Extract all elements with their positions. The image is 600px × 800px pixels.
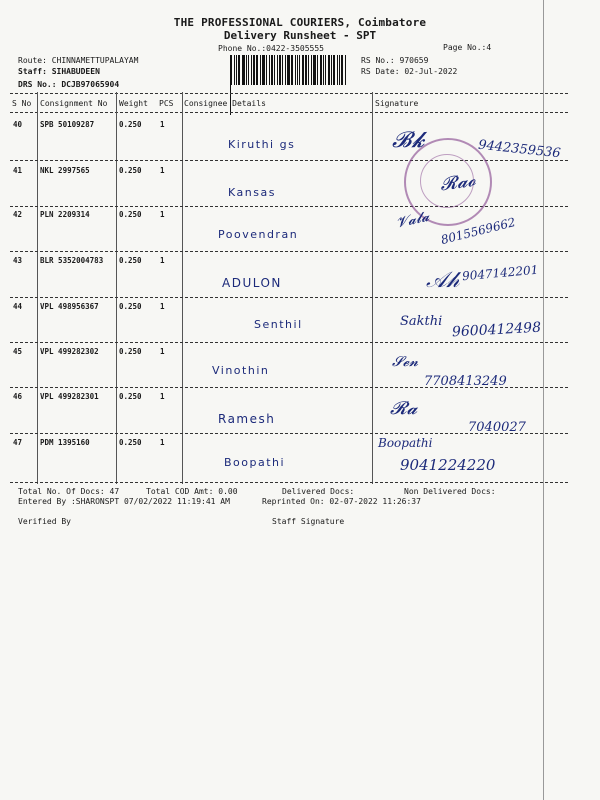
row-pcs: 1 <box>160 256 165 265</box>
signature-phone: 9442359536 <box>477 137 562 162</box>
total-docs: Total No. Of Docs: 47 <box>18 487 120 496</box>
page-number: Page No.:4 <box>443 43 492 52</box>
row-sno: 41 <box>13 166 23 175</box>
phone-number: Phone No.:0422-3505555 <box>218 44 324 53</box>
rs-date: RS Date: 02-Jul-2022 <box>361 67 458 76</box>
row-sno: 45 <box>13 347 23 356</box>
row-weight: 0.250 <box>119 438 142 447</box>
col-sno: S No <box>12 99 32 108</box>
col-consignment: Consignment No <box>40 99 108 108</box>
row-sno: 46 <box>13 392 23 401</box>
row-consignment: NKL 2997565 <box>40 166 90 175</box>
signature-scribble: 𝓡𝓪 <box>390 398 418 419</box>
row-weight: 0.250 <box>119 120 142 129</box>
row-rule <box>10 297 568 298</box>
row-pcs: 1 <box>160 347 165 356</box>
col-signature: Signature <box>375 99 419 108</box>
table-bottom-rule <box>10 482 568 483</box>
header-bottom-rule <box>10 112 568 113</box>
signature-phone: 7040027 <box>468 420 526 435</box>
consignee-handwriting: Senthil <box>254 318 303 331</box>
signature-phone: 8015569662 <box>439 214 517 248</box>
table-row <box>0 347 600 391</box>
signature-scribble: 𝓡𝓪𝓸 <box>438 169 478 196</box>
signature-name: Boopathi <box>378 436 433 450</box>
barcode-icon <box>230 55 348 85</box>
row-pcs: 1 <box>160 120 165 129</box>
row-sno: 43 <box>13 256 23 265</box>
col-weight: Weight <box>119 99 148 108</box>
row-weight: 0.250 <box>119 166 142 175</box>
row-weight: 0.250 <box>119 210 142 219</box>
consignee-handwriting: Ramesh <box>218 412 276 426</box>
row-weight: 0.250 <box>119 347 142 356</box>
staff-label: Staff: SIHABUDEEN <box>18 67 100 76</box>
delivered-docs: Delivered Docs: <box>282 487 355 496</box>
row-pcs: 1 <box>160 302 165 311</box>
signature-scribble: 𝓥𝓪𝓵𝓪 <box>394 208 431 232</box>
row-consignment: PDM 1395160 <box>40 438 90 447</box>
row-pcs: 1 <box>160 438 165 447</box>
consignee-handwriting: Poovendran <box>218 228 299 241</box>
row-sno: 44 <box>13 302 23 311</box>
row-sno: 42 <box>13 210 23 219</box>
row-consignment: VPL 499282302 <box>40 347 99 356</box>
row-consignment: BLR 5352004783 <box>40 256 104 265</box>
row-sno: 47 <box>13 438 23 447</box>
signature-scribble: 𝓑𝓴 <box>392 128 425 153</box>
company-title: THE PROFESSIONAL COURIERS, Coimbatore <box>173 16 427 29</box>
signature-phone: 9600412498 <box>451 319 542 341</box>
staff-signature: Staff Signature <box>272 517 345 526</box>
table-row <box>0 438 600 482</box>
col-pcs: PCS <box>159 99 174 108</box>
consignee-handwriting: Kansas <box>228 186 276 199</box>
signature-name: Sakthi <box>400 314 443 329</box>
signature-scribble: 𝒜𝒽 <box>426 268 460 293</box>
col-consignee: Consignee Details <box>184 99 266 108</box>
signature-scribble: 𝓢𝓮𝓷 <box>392 354 419 370</box>
signature-phone: 9041224220 <box>400 456 496 474</box>
consignee-handwriting: ADULON <box>222 276 282 290</box>
header-top-rule <box>10 93 568 94</box>
total-cod: Total COD Amt: 0.00 <box>146 487 238 496</box>
consignee-handwriting: Vinothin <box>212 364 270 377</box>
row-rule <box>10 251 568 252</box>
entered-by: Entered By :SHARONSPT 07/02/2022 11:19:41 AM <box>18 497 230 506</box>
row-rule <box>10 342 568 343</box>
verified-by: Verified By <box>18 517 71 526</box>
route-label: Route: CHINNAMETTUPALAYAM <box>18 56 139 65</box>
drs-number: DRS No.: DCJB97065904 <box>18 80 120 89</box>
signature-phone: 9047142201 <box>461 262 539 284</box>
table-row <box>0 166 600 210</box>
row-consignment: SPB 50109287 <box>40 120 95 129</box>
non-delivered-docs: Non Delivered Docs: <box>404 487 496 496</box>
signature-phone: 7708413249 <box>424 374 507 389</box>
runsheet-subtitle: Delivery Runsheet - SPT <box>223 29 377 42</box>
row-pcs: 1 <box>160 166 165 175</box>
row-consignment: PLN 2209314 <box>40 210 90 219</box>
row-pcs: 1 <box>160 392 165 401</box>
row-weight: 0.250 <box>119 256 142 265</box>
consignee-handwriting: Boopathi <box>224 456 286 469</box>
row-weight: 0.250 <box>119 392 142 401</box>
row-sno: 40 <box>13 120 23 129</box>
row-consignment: VPL 498956367 <box>40 302 99 311</box>
reprinted-on: Reprinted On: 02-07-2022 11:26:37 <box>262 497 421 506</box>
consignee-handwriting: Kiruthi gs <box>228 138 296 151</box>
row-pcs: 1 <box>160 210 165 219</box>
row-consignment: VPL 499282301 <box>40 392 99 401</box>
row-weight: 0.250 <box>119 302 142 311</box>
rs-number: RS No.: 970659 <box>361 56 429 65</box>
